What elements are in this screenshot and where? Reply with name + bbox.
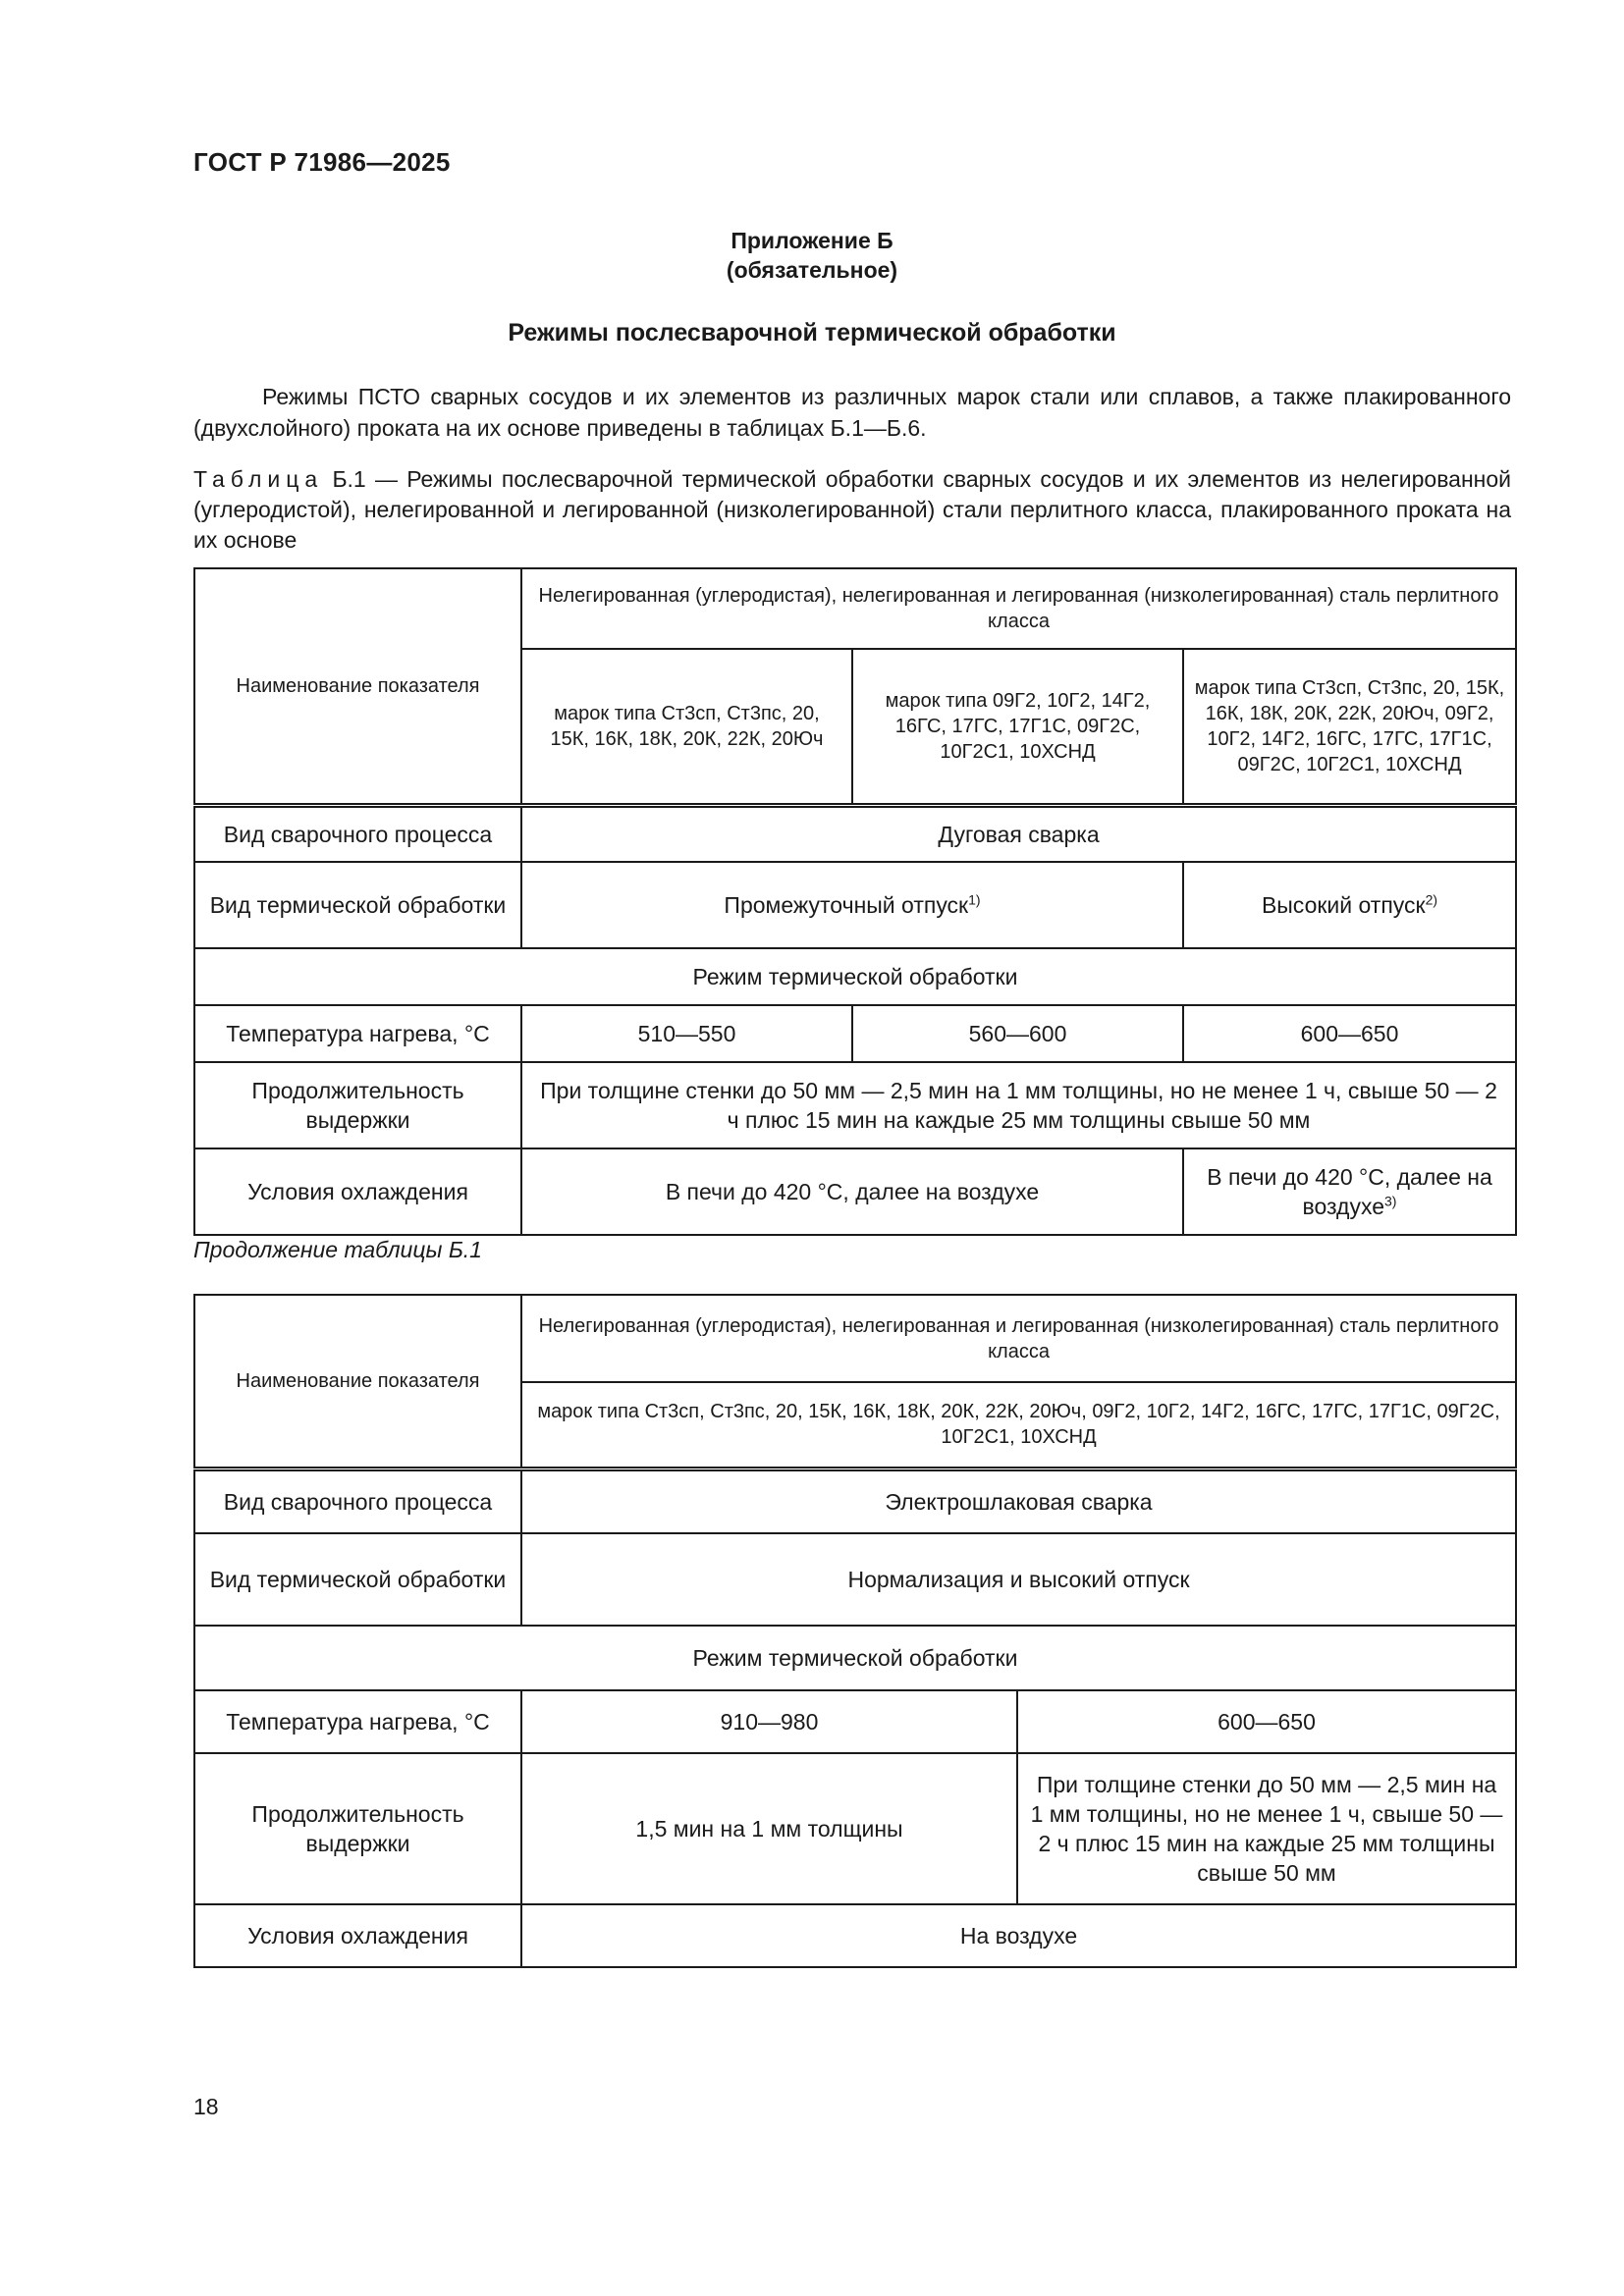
param-header-cell: Наименование показателя <box>194 1295 521 1468</box>
grades-cell: марок типа Ст3сп, Ст3пс, 20, 15К, 16К, 18К, 20К, 22К, 20Юч, 09Г2, 10Г2, 14Г2, 16ГС, 17ГС, 17Г1С, 09Г2С, 10Г2С1, 10ХСНД <box>521 1382 1516 1468</box>
document-code: ГОСТ Р 71986—2025 <box>193 147 451 177</box>
treatment-value-2-text: Высокий отпуск <box>1261 892 1426 918</box>
cooling-value: На воздухе <box>521 1904 1516 1967</box>
page-number: 18 <box>193 2094 219 2119</box>
table-b1-continuation <box>193 1294 1517 1968</box>
mode-header: Режим термической обработки <box>194 1626 1516 1690</box>
param-header-cell: Наименование показателя <box>194 568 521 805</box>
intro-paragraph: Режимы ПСТО сварных сосудов и их элементов из различных марок стали или сплавов, а также плакированного (двухслойного) проката на их основе приведены в таблицах Б.1—Б.6. <box>193 384 1511 441</box>
steel-group-header: Нелегированная (углеродистая), нелегированная и легированная (низколегированная) сталь перлитного класса <box>521 568 1516 649</box>
annex-type: (обязательное) <box>726 257 898 283</box>
table-caption <box>193 464 1511 556</box>
grade-col-2: марок типа 09Г2, 10Г2, 14Г2, 16ГС, 17ГС, 17Г1С, 09Г2С, 10Г2С1, 10ХСНД <box>852 649 1183 805</box>
annex-title: Приложение Б <box>731 228 893 253</box>
duration-value: При толщине стенки до 50 мм — 2,5 мин на 1 мм толщины, но не менее 1 ч, свыше 50 — 2 ч плюс 15 мин на каждые 25 мм толщины свыше 50 мм <box>521 1062 1516 1148</box>
welding-value: Электрошлаковая сварка <box>521 1468 1516 1533</box>
duration-label: Продолжительность выдержки <box>194 1753 521 1904</box>
footnote-ref-3: 3) <box>1384 1193 1397 1209</box>
treatment-value: Нормализация и высокий отпуск <box>521 1533 1516 1626</box>
section-title: Режимы послесварочной термической обработки <box>508 319 1116 347</box>
temp-value-3: 600—650 <box>1183 1005 1516 1062</box>
continuation-label: Продолжение таблицы Б.1 <box>193 1237 482 1262</box>
grade-col-3: марок типа Ст3сп, Ст3пс, 20, 15К, 16К, 18К, 20К, 22К, 20Юч, 09Г2, 10Г2, 14Г2, 16ГС, 17ГС, 17Г1С, 09Г2С, 10Г2С1, 10ХСНД <box>1183 649 1516 805</box>
treatment-value-1-text: Промежуточный отпуск <box>724 892 969 918</box>
temp-value-2: 600—650 <box>1017 1690 1516 1753</box>
temp-value-1: 510—550 <box>521 1005 852 1062</box>
cooling-label: Условия охлаждения <box>194 1148 521 1235</box>
cooling-value-2-text: В печи до 420 °С, далее на воздухе <box>1207 1164 1492 1219</box>
treatment-label: Вид термической обработки <box>194 862 521 948</box>
temp-label: Температура нагрева, °С <box>194 1690 521 1753</box>
treatment-label: Вид термической обработки <box>194 1533 521 1626</box>
steel-group-header: Нелегированная (углеродистая), нелегированная и легированная (низколегированная) сталь перлитного класса <box>521 1295 1516 1382</box>
cooling-value-1: В печи до 420 °С, далее на воздухе <box>521 1148 1183 1235</box>
mode-header: Режим термической обработки <box>194 948 1516 1005</box>
cooling-value-2 <box>1183 1148 1516 1235</box>
treatment-value-2 <box>1183 862 1516 948</box>
temp-value-2: 560—600 <box>852 1005 1183 1062</box>
cooling-label: Условия охлаждения <box>194 1904 521 1967</box>
temp-value-1: 910—980 <box>521 1690 1017 1753</box>
duration-label: Продолжительность выдержки <box>194 1062 521 1148</box>
table-caption-text: Б.1 — Режимы послесварочной термической обработки сварных сосудов и их элементов из нелегированной (углеродистой), нелегированной и легированной (низколегированной) стали перлитного класса, плакированного проката на их основе <box>193 466 1512 553</box>
duration-value-1: 1,5 мин на 1 мм толщины <box>521 1753 1017 1904</box>
footnote-ref-1: 1) <box>968 891 981 908</box>
duration-value-2: При толщине стенки до 50 мм — 2,5 мин на 1 мм толщины, но не менее 1 ч, свыше 50 — 2 ч плюс 15 мин на каждые 25 мм толщины свыше 50 мм <box>1017 1753 1516 1904</box>
footnote-ref-2: 2) <box>1425 891 1438 908</box>
table-caption-label: Таблица <box>193 466 324 492</box>
temp-label: Температура нагрева, °С <box>194 1005 521 1062</box>
table-b1 <box>193 567 1517 1236</box>
welding-label: Вид сварочного процесса <box>194 805 521 862</box>
welding-label: Вид сварочного процесса <box>194 1468 521 1533</box>
welding-value: Дуговая сварка <box>521 805 1516 862</box>
treatment-value-1 <box>521 862 1183 948</box>
grade-col-1: марок типа Ст3сп, Ст3пс, 20, 15К, 16К, 18К, 20К, 22К, 20Юч <box>521 649 852 805</box>
